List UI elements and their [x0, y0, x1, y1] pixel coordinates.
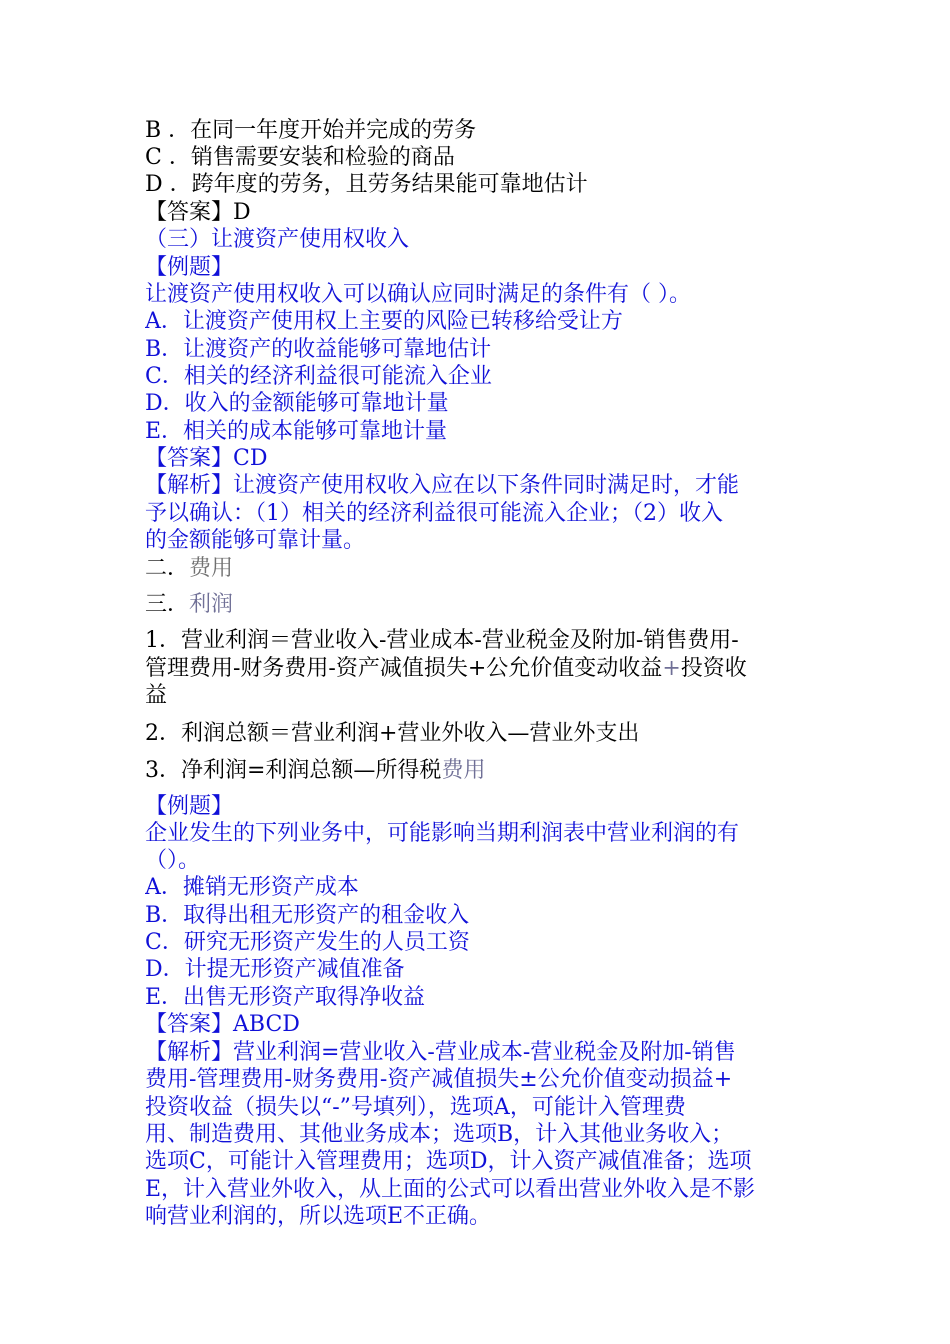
- answer: 【答案】ABCD: [145, 1012, 300, 1037]
- option-c: C．相关的经济利益很可能流入企业: [145, 364, 492, 389]
- part-heading-expenses: [145, 555, 805, 582]
- formula-text: 3．净利润=利润总额—所得税: [145, 758, 442, 783]
- formula-total-profit: 2．利润总额＝营业利润+营业外收入—营业外支出: [145, 721, 640, 746]
- option-d: D．计提无形资产减值准备: [145, 957, 405, 982]
- example-tag: 【例题】: [145, 794, 234, 819]
- formula-text: 管理费用-财务费用-资产减值损失+公允价值变动收益: [145, 656, 663, 681]
- analysis-line: E，计入营业外收入，从上面的公式可以看出营业外收入是不影: [145, 1177, 756, 1202]
- formula-text: 投资收: [680, 656, 747, 681]
- analysis-line: 【解析】营业利润=营业收入-营业成本-营业税金及附加-销售: [145, 1040, 736, 1065]
- part-title: 费用: [189, 556, 234, 581]
- answer: 【答案】D: [145, 200, 251, 225]
- analysis-line: 响营业利润的，所以选项E不正确。: [145, 1204, 492, 1229]
- section-heading: （三）让渡资产使用权收入: [145, 227, 410, 252]
- analysis-line: 投资收益（损失以“-”号填列），选项A，可能计入管理费: [145, 1095, 686, 1120]
- analysis-line: 选项C，可能计入管理费用；选项D，计入资产减值准备；选项: [145, 1149, 752, 1174]
- option-b: B．取得出租无形资产的租金收入: [145, 903, 470, 928]
- question-text: 让渡资产使用权收入可以确认应同时满足的条件有（ ）。: [145, 282, 691, 307]
- formula-operating-profit-cont: [145, 655, 805, 682]
- analysis-line: 的金额能够可靠计量。: [145, 528, 366, 553]
- option-e: E．相关的成本能够可靠地计量: [145, 419, 448, 444]
- question-text: 企业发生的下列业务中，可能影响当期利润表中营业利润的有: [145, 821, 740, 846]
- formula-plus: +: [662, 656, 681, 681]
- question-text: （）。: [145, 848, 201, 873]
- option-c: C ．销售需要安装和检验的商品: [145, 145, 455, 170]
- option-d: D ．跨年度的劳务，且劳务结果能可靠地估计: [145, 172, 588, 197]
- option-e: E．出售无形资产取得净收益: [145, 985, 426, 1010]
- option-a: A．摊销无形资产成本: [145, 875, 359, 900]
- analysis-line: 予以确认：（1）相关的经济利益很可能流入企业；（2）收入: [145, 501, 723, 526]
- part-number: 三．: [145, 592, 190, 617]
- part-heading-profit: [145, 591, 805, 618]
- analysis-line: 用、制造费用、其他业务成本；选项B，计入其他业务收入；: [145, 1122, 734, 1147]
- option-a: A．让渡资产使用权上主要的风险已转移给受让方: [145, 309, 623, 334]
- option-d: D．收入的金额能够可靠地计量: [145, 391, 449, 416]
- analysis-line: 费用-管理费用-财务费用-资产减值损失±公允价值变动损益+: [145, 1067, 733, 1092]
- formula-operating-profit-end: 益: [145, 683, 168, 708]
- formula-tail: 费用: [441, 758, 486, 783]
- formula-operating-profit: 1．营业利润＝营业收入-营业成本-营业税金及附加-销售费用-: [145, 628, 739, 653]
- part-title: 利润: [189, 592, 234, 617]
- example-tag: 【例题】: [145, 255, 234, 280]
- formula-net-profit: [145, 757, 805, 784]
- analysis-line: 【解析】让渡资产使用权收入应在以下条件同时满足时，才能: [145, 473, 740, 498]
- option-b: B ．在同一年度开始并完成的劳务: [145, 118, 477, 143]
- option-c: C．研究无形资产发生的人员工资: [145, 930, 470, 955]
- option-b: B．让渡资产的收益能够可靠地估计: [145, 337, 492, 362]
- part-number: 二．: [145, 556, 190, 581]
- answer: 【答案】CD: [145, 446, 268, 471]
